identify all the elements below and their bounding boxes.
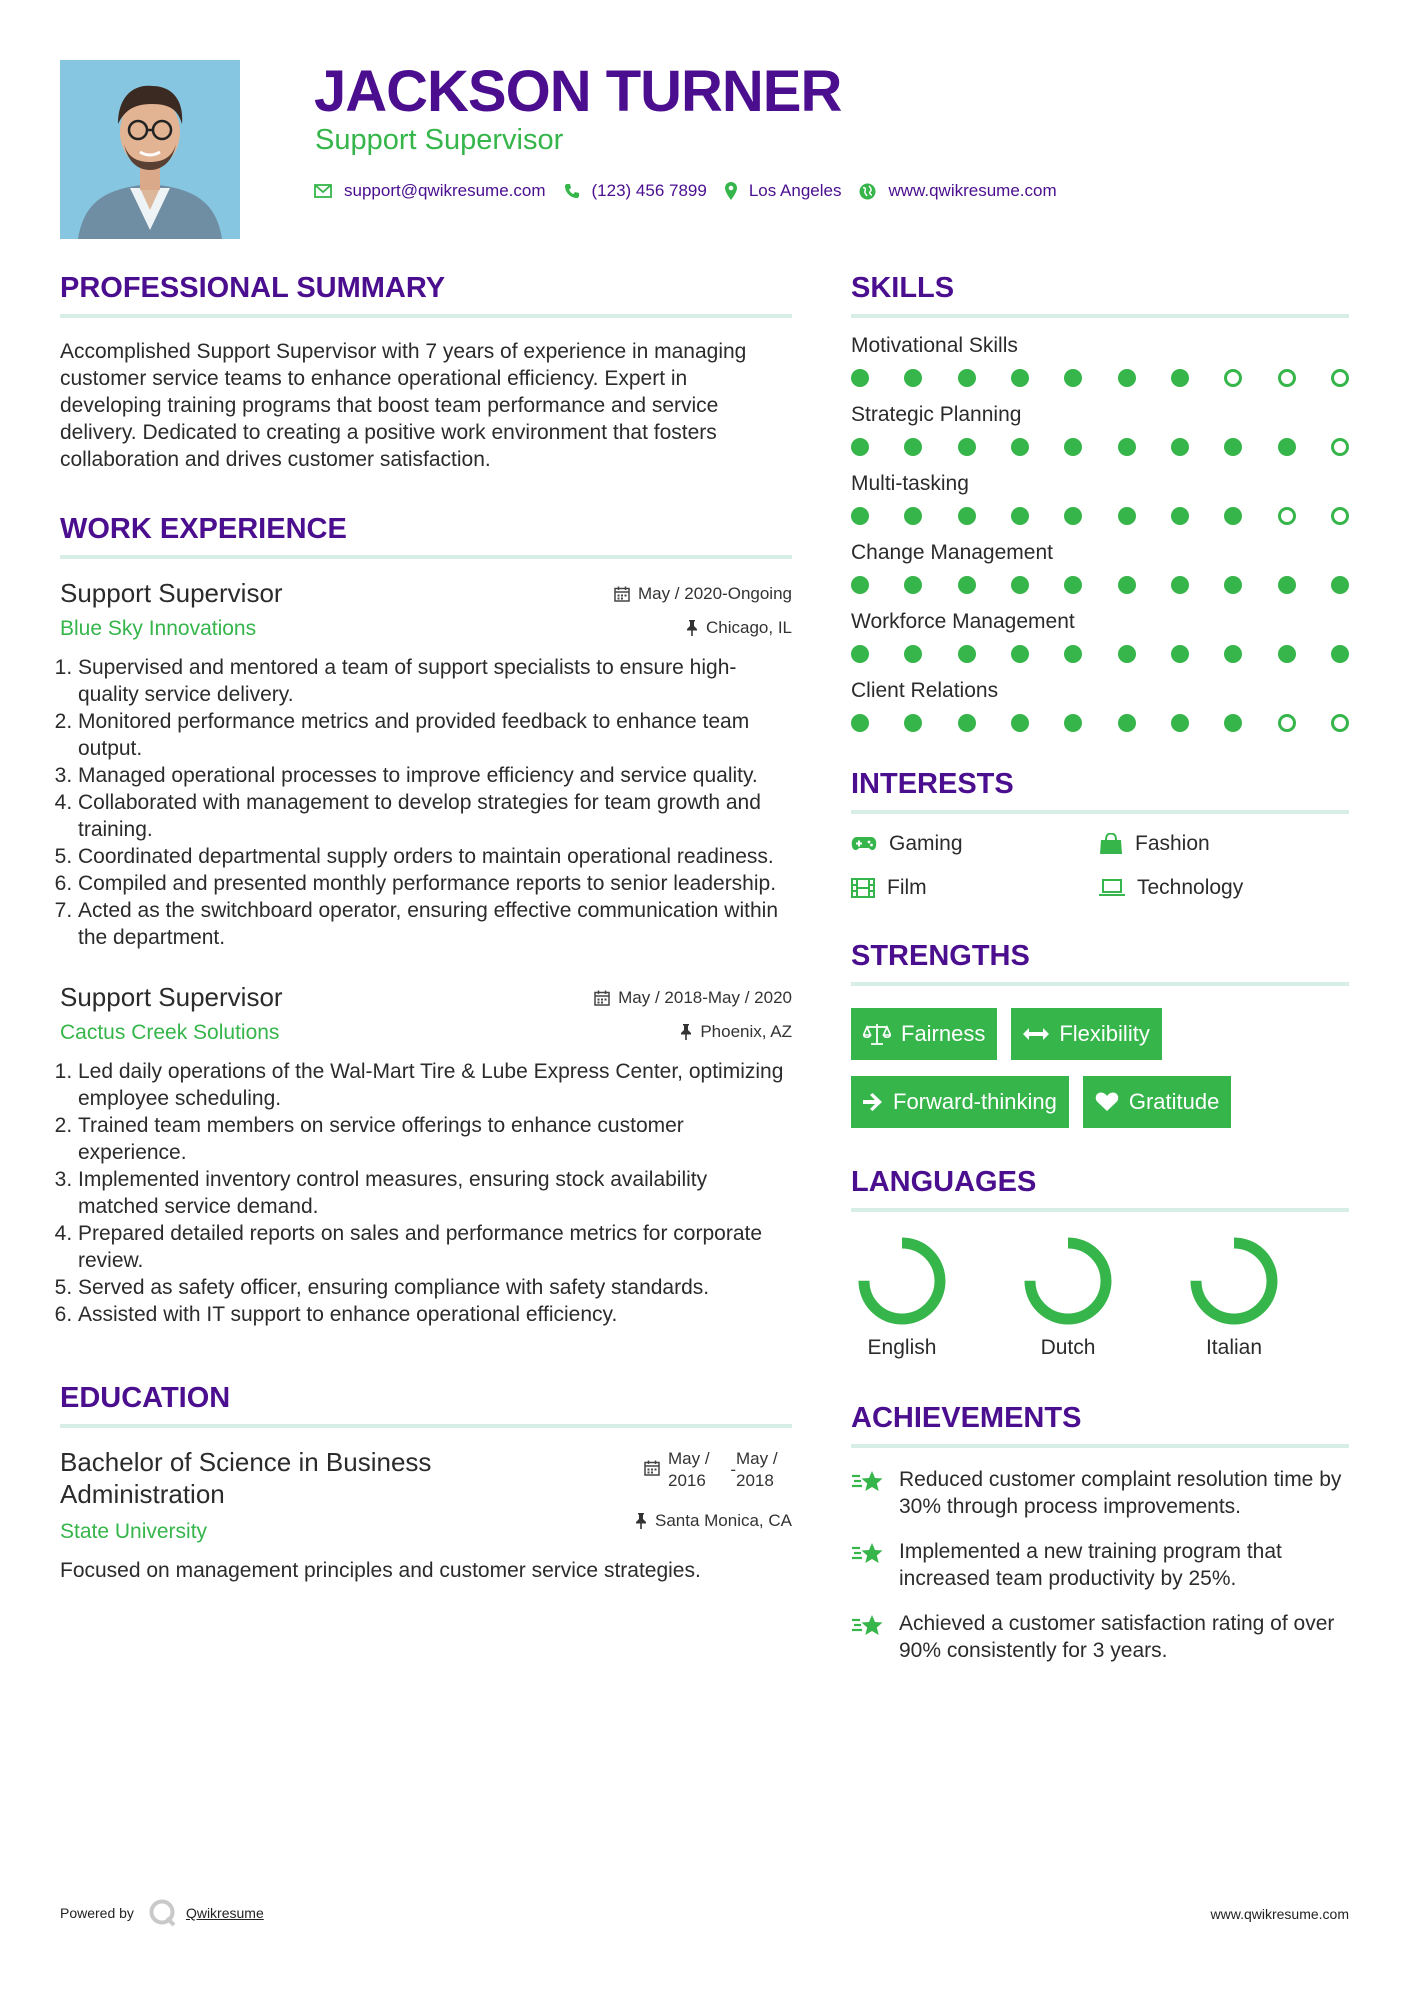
rating-dot-filled <box>1118 714 1136 732</box>
rating-dot-filled <box>1011 576 1029 594</box>
rating-dot-filled <box>1224 645 1242 663</box>
education-location: Santa Monica, CA <box>635 1510 792 1532</box>
skill-name: Multi-tasking <box>851 472 969 495</box>
rating-dot-filled <box>1011 507 1029 525</box>
contact-bar <box>314 178 1075 204</box>
interests-section <box>851 766 1349 900</box>
strength-tag: Forward-thinking <box>851 1076 1069 1128</box>
language-item <box>851 1236 1017 1360</box>
arrow-right-icon <box>863 1093 883 1111</box>
skill-item <box>851 677 1349 732</box>
phone-icon <box>564 183 580 199</box>
rating-dot-empty <box>1331 507 1349 525</box>
rating-dot-filled <box>958 507 976 525</box>
rating-dot-filled <box>1171 507 1189 525</box>
list-item: 4. Prepared detailed reports on sales and performance metrics for corporate review. <box>78 1220 792 1274</box>
skill-rating <box>851 438 1349 456</box>
skill-item <box>851 608 1349 663</box>
job-location: Chicago, IL <box>614 617 792 639</box>
pushpin-icon <box>635 1513 647 1529</box>
shopping-bag-icon <box>1099 833 1123 855</box>
gamepad-icon <box>851 836 877 852</box>
languages-heading: LANGUAGES <box>851 1164 1349 1212</box>
rating-dot-filled <box>1171 576 1189 594</box>
rating-dot-filled <box>1118 369 1136 387</box>
job-location: Phoenix, AZ <box>594 1021 792 1043</box>
contact-website[interactable] <box>859 181 1056 201</box>
skill-item <box>851 470 1349 525</box>
rating-dot-empty <box>1331 369 1349 387</box>
rating-dot-filled <box>851 576 869 594</box>
list-item: 7. Acted as the switchboard operator, ensuring effective communication within the department. <box>78 897 792 951</box>
rating-dot-filled <box>1118 507 1136 525</box>
language-level-ring <box>857 1236 947 1326</box>
skill-name: Strategic Planning <box>851 403 1022 426</box>
language-name: Dutch <box>1040 1336 1096 1359</box>
rating-dot-filled <box>1118 576 1136 594</box>
rating-dot-filled <box>851 645 869 663</box>
job-date: May / 2020-Ongoing <box>614 583 792 605</box>
rating-dot-filled <box>1171 714 1189 732</box>
footer-website[interactable]: www.qwikresume.com <box>1210 1906 1349 1922</box>
rating-dot-filled <box>851 507 869 525</box>
skill-item <box>851 332 1349 387</box>
job-entry <box>60 981 792 1328</box>
pushpin-icon <box>686 620 698 636</box>
languages-section <box>851 1164 1349 1360</box>
experience-section <box>60 511 792 1328</box>
footer-powered-by: Powered by Qwikresume <box>60 1898 264 1928</box>
list-item: 5. Coordinated departmental supply orders to maintain operational readiness. <box>78 843 792 870</box>
skill-item <box>851 539 1349 594</box>
rating-dot-empty <box>1278 507 1296 525</box>
education-section <box>60 1380 792 1584</box>
skill-name: Change Management <box>851 541 1053 564</box>
rating-dot-filled <box>851 369 869 387</box>
rating-dot-filled <box>1224 438 1242 456</box>
job-date: May / 2018-May / 2020 <box>594 987 792 1009</box>
rating-dot-filled <box>958 714 976 732</box>
language-item <box>1017 1236 1183 1360</box>
strengths-heading: STRENGTHS <box>851 938 1349 986</box>
list-item: 5. Served as safety officer, ensuring compliance with safety standards. <box>78 1274 792 1301</box>
rating-dot-filled <box>904 438 922 456</box>
rating-dot-empty <box>1331 438 1349 456</box>
summary-section <box>60 270 792 473</box>
shooting-star-icon <box>851 1468 885 1496</box>
skill-rating <box>851 576 1349 594</box>
website-text: www.qwikresume.com <box>888 181 1057 200</box>
duty-list <box>60 1058 792 1328</box>
achievements-section <box>851 1400 1349 1664</box>
rating-dot-filled <box>1171 369 1189 387</box>
achievements-heading: ACHIEVEMENTS <box>851 1400 1349 1448</box>
skill-name: Workforce Management <box>851 610 1075 633</box>
rating-dot-filled <box>1278 645 1296 663</box>
rating-dot-filled <box>1171 438 1189 456</box>
list-item: 6. Compiled and presented monthly performance reports to senior leadership. <box>78 870 792 897</box>
language-name: Italian <box>1205 1336 1263 1359</box>
candidate-name: JACKSON TURNER <box>314 59 842 124</box>
laptop-icon <box>1099 879 1125 897</box>
interest-fashion: Fashion <box>1099 832 1347 856</box>
rating-dot-filled <box>1011 369 1029 387</box>
interest-film: Film <box>851 876 1099 900</box>
interests-heading: INTERESTS <box>851 766 1349 814</box>
rating-dot-filled <box>1224 576 1242 594</box>
achievement-item: Achieved a customer satisfaction rating of over 90% consistently for 3 years. <box>851 1610 1349 1664</box>
rating-dot-filled <box>851 714 869 732</box>
skill-name: Motivational Skills <box>851 334 1018 357</box>
film-icon <box>851 878 875 898</box>
language-level-arc <box>864 1243 940 1319</box>
education-date: May / 2016 - May / 2018 <box>635 1448 792 1492</box>
qwikresume-logo-icon <box>148 1898 178 1928</box>
email-text: support@qwikresume.com <box>344 181 546 200</box>
contact-email[interactable] <box>314 181 546 201</box>
rating-dot-filled <box>1064 438 1082 456</box>
rating-dot-filled <box>1278 438 1296 456</box>
skill-item <box>851 401 1349 456</box>
language-level-ring <box>1189 1236 1279 1326</box>
rating-dot-filled <box>958 576 976 594</box>
rating-dot-empty <box>1224 369 1242 387</box>
right-column <box>851 270 1349 1664</box>
interest-gaming: Gaming <box>851 832 1099 856</box>
list-item: 1. Supervised and mentored a team of support specialists to ensure high-quality service delivery. <box>78 654 792 708</box>
shooting-star-icon <box>851 1540 885 1568</box>
list-item: 2. Monitored performance metrics and provided feedback to enhance team output. <box>78 708 792 762</box>
person-portrait-icon <box>60 60 240 239</box>
calendar-icon <box>644 1460 660 1476</box>
skill-rating <box>851 369 1349 387</box>
rating-dot-filled <box>1331 576 1349 594</box>
phone-text: (123) 456 7899 <box>591 181 707 200</box>
summary-heading: PROFESSIONAL SUMMARY <box>60 270 792 318</box>
rating-dot-filled <box>1011 714 1029 732</box>
language-level-arc <box>1196 1243 1272 1319</box>
map-marker-icon <box>725 182 737 200</box>
arrows-horizontal-icon <box>1023 1027 1049 1041</box>
language-name: English <box>867 1336 937 1359</box>
rating-dot-filled <box>1064 645 1082 663</box>
skill-rating <box>851 645 1349 663</box>
rating-dot-filled <box>851 438 869 456</box>
company-name: Blue Sky Innovations <box>60 617 257 640</box>
rating-dot-filled <box>958 369 976 387</box>
education-heading: EDUCATION <box>60 1380 792 1428</box>
degree-title: Bachelor of Science in Business Administration <box>60 1447 432 1509</box>
rating-dot-filled <box>958 645 976 663</box>
list-item: 2. Trained team members on service offerings to enhance customer experience. <box>78 1112 792 1166</box>
job-entry <box>60 577 792 951</box>
language-level-arc <box>1030 1243 1106 1319</box>
skill-rating <box>851 507 1349 525</box>
strength-tag: Gratitude <box>1083 1076 1232 1128</box>
heart-icon <box>1095 1092 1119 1112</box>
strengths-section <box>851 938 1349 1128</box>
rating-dot-filled <box>1064 714 1082 732</box>
rating-dot-filled <box>904 576 922 594</box>
skill-rating <box>851 714 1349 732</box>
calendar-icon <box>614 586 630 602</box>
rating-dot-filled <box>1011 438 1029 456</box>
globe-icon <box>859 183 876 200</box>
list-item: 1. Led daily operations of the Wal-Mart Tire & Lube Express Center, optimizing employee scheduling. <box>78 1058 792 1112</box>
rating-dot-filled <box>1064 507 1082 525</box>
language-item <box>1183 1236 1349 1360</box>
contact-location <box>725 181 842 201</box>
rating-dot-filled <box>1118 438 1136 456</box>
pushpin-icon <box>680 1024 692 1040</box>
rating-dot-filled <box>904 645 922 663</box>
list-item: 3. Managed operational processes to improve efficiency and service quality. <box>78 762 792 789</box>
rating-dot-filled <box>1064 576 1082 594</box>
list-item: 3. Implemented inventory control measures, ensuring stock availability matched service demand. <box>78 1166 792 1220</box>
rating-dot-filled <box>1118 645 1136 663</box>
strength-tag: Flexibility <box>1011 1008 1161 1060</box>
contact-phone[interactable] <box>564 181 707 201</box>
rating-dot-filled <box>1278 576 1296 594</box>
education-description: Focused on management principles and customer service strategies. <box>60 1559 701 1582</box>
skills-section <box>851 270 1349 732</box>
rating-dot-filled <box>1011 645 1029 663</box>
language-level-ring <box>1023 1236 1113 1326</box>
qwikresume-link[interactable]: Qwikresume <box>185 1905 264 1921</box>
strength-tag: Fairness <box>851 1008 997 1060</box>
interest-technology: Technology <box>1099 876 1347 900</box>
candidate-title: Support Supervisor <box>315 124 564 156</box>
job-title: Support Supervisor <box>60 578 283 608</box>
rating-dot-filled <box>904 714 922 732</box>
rating-dot-empty <box>1278 369 1296 387</box>
location-text: Los Angeles <box>748 181 842 200</box>
rating-dot-filled <box>1331 645 1349 663</box>
duty-list <box>60 654 792 951</box>
rating-dot-empty <box>1331 714 1349 732</box>
list-item: 4. Collaborated with management to develop strategies for team growth and training. <box>78 789 792 843</box>
balance-scale-icon <box>863 1023 891 1045</box>
experience-heading: WORK EXPERIENCE <box>60 511 792 559</box>
rating-dot-filled <box>904 369 922 387</box>
rating-dot-empty <box>1278 714 1296 732</box>
school-name: State University <box>60 1520 208 1543</box>
rating-dot-filled <box>1224 507 1242 525</box>
job-title: Support Supervisor <box>60 982 283 1012</box>
calendar-icon <box>594 990 610 1006</box>
list-item: 6. Assisted with IT support to enhance operational efficiency. <box>78 1301 792 1328</box>
rating-dot-filled <box>904 507 922 525</box>
summary-text: Accomplished Support Supervisor with 7 years of experience in managing customer service teams to enhance operational efficiency. Expert in developing training programs that boost team performance and service delivery. Dedicated to creating a positive work environment that fosters collaboration and drives customer satisfaction. <box>60 340 747 471</box>
achievement-item: Implemented a new training program that increased team productivity by 25%. <box>851 1538 1349 1592</box>
left-column <box>60 270 792 1584</box>
profile-photo <box>60 60 240 239</box>
skill-name: Client Relations <box>851 679 999 702</box>
rating-dot-filled <box>958 438 976 456</box>
skills-heading: SKILLS <box>851 270 1349 318</box>
rating-dot-filled <box>1171 645 1189 663</box>
rating-dot-filled <box>1064 369 1082 387</box>
envelope-icon <box>314 184 332 198</box>
rating-dot-filled <box>1224 714 1242 732</box>
shooting-star-icon <box>851 1612 885 1640</box>
achievement-item: Reduced customer complaint resolution time by 30% through process improvements. <box>851 1466 1349 1520</box>
company-name: Cactus Creek Solutions <box>60 1021 280 1044</box>
